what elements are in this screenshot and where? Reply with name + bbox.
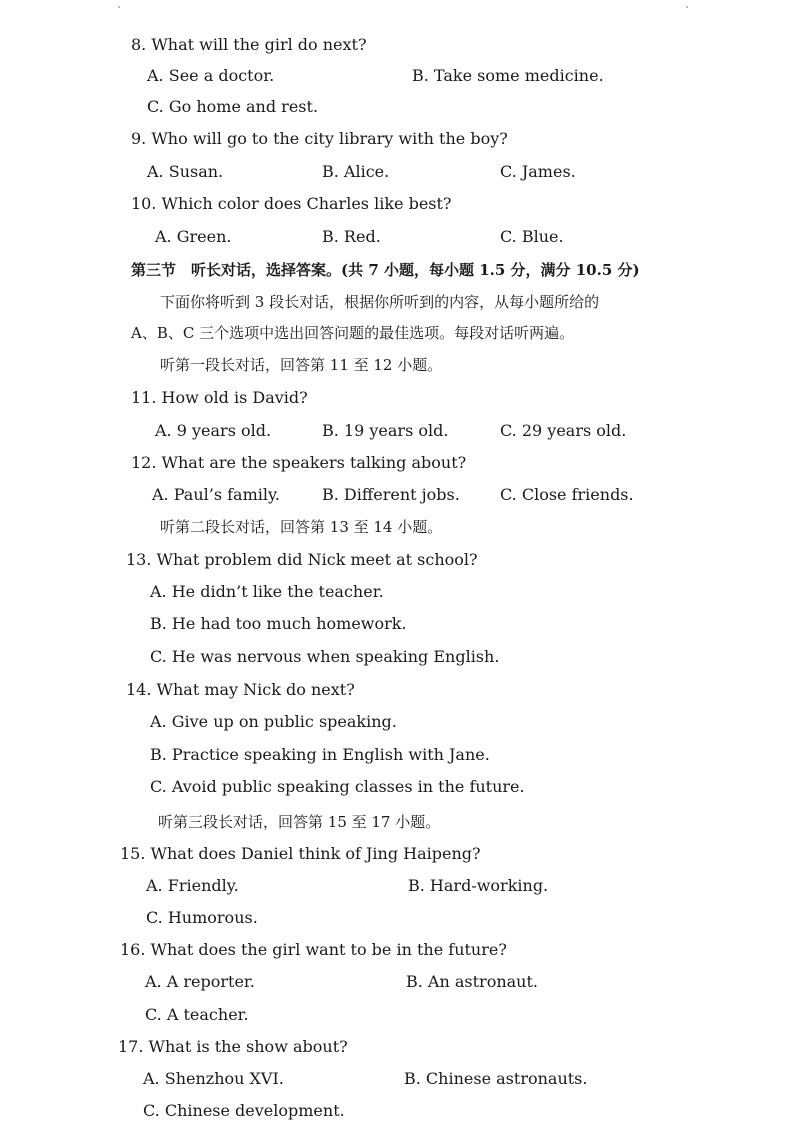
question-13-option-c: C. He was nervous when speaking English.	[150, 647, 500, 666]
question-13-option-a: A. He didn’t like the teacher.	[150, 582, 384, 601]
question-16-stem: 16. What does the girl want to be in the future?	[120, 940, 507, 959]
scan-mark	[686, 6, 688, 8]
dialog-1-note: 听第一段长对话，回答第 11 至 12 小题。	[160, 356, 443, 374]
question-10-stem: 10. Which color does Charles like best?	[131, 194, 452, 213]
question-11-stem: 11. How old is David?	[131, 388, 308, 407]
question-9-option-c: C. James.	[500, 162, 576, 181]
question-15-option-b: B. Hard-working.	[408, 876, 549, 895]
section-3-instruction-line-2: A、B、C 三个选项中选出回答问题的最佳选项。每段对话听两遍。	[131, 324, 575, 342]
question-9-option-b: B. Alice.	[322, 162, 390, 181]
question-10-option-a: A. Green.	[155, 227, 232, 246]
question-8-stem: 8. What will the girl do next?	[131, 35, 367, 54]
question-9-stem: 9. Who will go to the city library with the boy?	[131, 129, 508, 148]
question-11-option-a: A. 9 years old.	[155, 421, 272, 440]
question-17-option-b: B. Chinese astronauts.	[404, 1069, 588, 1088]
section-3-instruction-line-1: 下面你将听到 3 段长对话，根据你所听到的内容，从每小题所给的	[160, 293, 600, 311]
question-14-option-b: B. Practice speaking in English with Jane.	[150, 745, 490, 764]
question-17-stem: 17. What is the show about?	[118, 1037, 348, 1056]
question-14-option-a: A. Give up on public speaking.	[150, 712, 397, 731]
question-10-option-c: C. Blue.	[500, 227, 564, 246]
question-11-option-c: C. 29 years old.	[500, 421, 627, 440]
question-9-option-a: A. Susan.	[147, 162, 224, 181]
question-16-option-c: C. A teacher.	[145, 1005, 249, 1024]
question-11-option-b: B. 19 years old.	[322, 421, 449, 440]
question-17-option-c: C. Chinese development.	[143, 1101, 345, 1120]
question-15-option-a: A. Friendly.	[146, 876, 239, 895]
question-12-option-b: B. Different jobs.	[322, 485, 460, 504]
dialog-2-note: 听第二段长对话，回答第 13 至 14 小题。	[160, 518, 443, 536]
question-13-option-b: B. He had too much homework.	[150, 614, 407, 633]
question-15-option-c: C. Humorous.	[146, 908, 258, 927]
question-16-option-a: A. A reporter.	[145, 972, 255, 991]
question-12-option-c: C. Close friends.	[500, 485, 634, 504]
question-15-stem: 15. What does Daniel think of Jing Haipeng?	[120, 844, 481, 863]
question-8-option-a: A. See a doctor.	[147, 66, 275, 85]
scan-mark	[118, 6, 120, 8]
question-12-option-a: A. Paul’s family.	[152, 485, 280, 504]
question-13-stem: 13. What problem did Nick meet at school?	[126, 550, 478, 569]
question-12-stem: 12. What are the speakers talking about?	[131, 453, 467, 472]
question-10-option-b: B. Red.	[322, 227, 381, 246]
dialog-3-note: 听第三段长对话，回答第 15 至 17 小题。	[158, 813, 441, 831]
question-8-option-b: B. Take some medicine.	[412, 66, 604, 85]
question-16-option-b: B. An astronaut.	[406, 972, 538, 991]
question-17-option-a: A. Shenzhou XVI.	[143, 1069, 284, 1088]
question-14-stem: 14. What may Nick do next?	[126, 680, 355, 699]
question-8-option-c: C. Go home and rest.	[147, 97, 319, 116]
section-3-heading: 第三节 听长对话，选择答案。(共 7 小题，每小题 1.5 分，满分 10.5 分)	[131, 261, 640, 279]
question-14-option-c: C. Avoid public speaking classes in the future.	[150, 777, 525, 796]
